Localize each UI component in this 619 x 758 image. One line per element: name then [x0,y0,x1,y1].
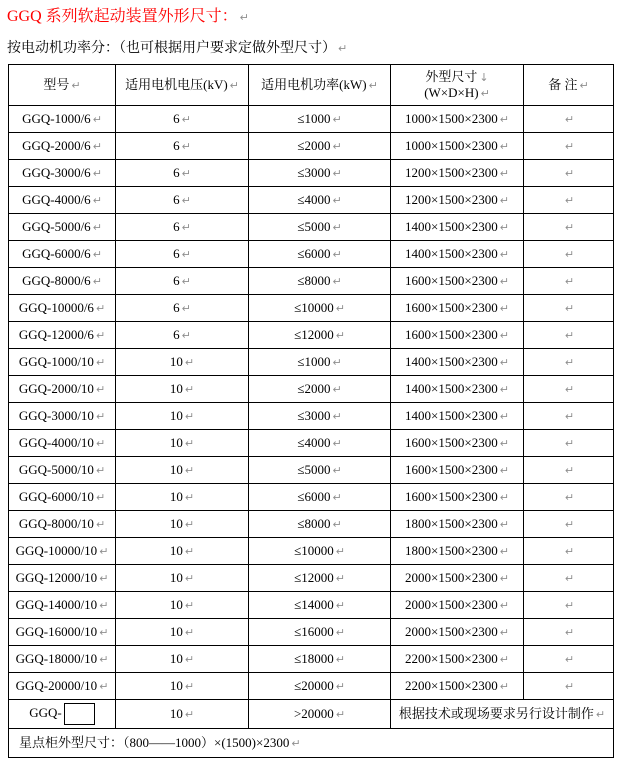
pilcrow-mark: ↵ [564,301,575,315]
pilcrow-mark: ↵ [92,247,102,261]
table-body [9,106,614,700]
dimensions-cell: 1600×1500×2300 ↵ [391,268,524,295]
pilcrow-mark: ↵ [99,544,109,558]
pilcrow-mark: ↵ [499,112,509,126]
power-cell: ≤12000 ↵ [249,322,391,349]
table-row [9,376,614,403]
voltage-cell: 10 ↵ [116,700,249,729]
pilcrow-mark: ↵ [332,355,342,369]
pilcrow-mark: ↵ [95,436,106,450]
table-row [9,160,614,187]
pilcrow-mark: ↵ [332,166,342,180]
page-subtitle-text: 按电动机功率分：（也可根据用户要求定做外型尺寸） [7,41,336,56]
pilcrow-mark: ↵ [95,382,106,396]
remark-cell [524,241,614,268]
remark-cell [524,457,614,484]
pilcrow-mark: ↵ [335,625,345,639]
table-row [9,322,614,349]
voltage-cell: 10 ↵ [116,511,249,538]
table-row [9,619,614,646]
dimensions-cell: 1600×1500×2300 ↵ [391,457,524,484]
dimensions-cell: 2000×1500×2300 ↵ [391,565,524,592]
pilcrow-mark: ↵ [579,78,589,92]
pilcrow-mark: ↵ [564,139,575,153]
power-cell: ≤10000 ↵ [249,538,391,565]
pilcrow-mark: ↵ [564,355,575,369]
pilcrow-mark: ↵ [499,544,509,558]
voltage-cell: 10 ↵ [116,538,249,565]
table-row-star-point-note [9,729,614,758]
pilcrow-mark: ↵ [499,571,509,585]
table-row [9,430,614,457]
pilcrow-mark: ↵ [564,112,575,126]
voltage-cell: 10 ↵ [116,349,249,376]
dimensions-cell: 1600×1500×2300 ↵ [391,430,524,457]
pilcrow-mark: ↵ [499,679,509,693]
pilcrow-mark: ↵ [499,652,509,666]
dimensions-cell: 1200×1500×2300 ↵ [391,160,524,187]
header-dimensions: 外型尺寸 ↓ (W×D×H) ↵ [391,65,524,106]
pilcrow-mark: ↵ [332,382,342,396]
pilcrow-mark: ↵ [564,544,575,558]
pilcrow-mark: ↵ [368,78,378,92]
pilcrow-mark: ↵ [184,598,195,612]
remark-cell [524,349,614,376]
table-row [9,673,614,700]
voltage-cell: 6 ↵ [116,160,249,187]
pilcrow-mark: ↵ [564,247,575,261]
power-cell: ≤3000 ↵ [249,160,391,187]
model-cell: GGQ-1000/10 ↵ [9,349,116,376]
pilcrow-mark: ↵ [181,220,191,234]
table-row [9,214,614,241]
pilcrow-mark: ↵ [564,598,575,612]
pilcrow-mark: ↵ [181,274,191,288]
pilcrow-mark: ↵ [92,112,102,126]
pilcrow-mark: ↵ [499,274,509,288]
pilcrow-mark: ↵ [564,220,575,234]
dimensions-cell: 1400×1500×2300 ↵ [391,403,524,430]
pilcrow-mark: ↵ [499,301,509,315]
pilcrow-mark: ↵ [335,571,345,585]
pilcrow-mark: ↵ [499,490,509,504]
power-cell: ≤6000 ↵ [249,484,391,511]
table-row [9,187,614,214]
pilcrow-mark: ↵ [332,139,342,153]
pilcrow-mark: ↵ [564,571,575,585]
pilcrow-mark: ↵ [499,220,509,234]
pilcrow-mark: ↵ [184,679,195,693]
pilcrow-mark: ↵ [564,274,575,288]
remark-cell [524,214,614,241]
power-cell: ≤18000 ↵ [249,646,391,673]
dimensions-cell: 1400×1500×2300 ↵ [391,214,524,241]
remark-cell [524,430,614,457]
pilcrow-mark: ↵ [564,436,575,450]
pilcrow-mark: ↵ [95,301,106,315]
dimensions-cell: 2200×1500×2300 ↵ [391,646,524,673]
dimensions-cell: 1600×1500×2300 ↵ [391,295,524,322]
pilcrow-mark: ↵ [181,193,191,207]
header-row [9,65,614,106]
pilcrow-mark: ↵ [99,652,109,666]
pilcrow-mark: ↵ [335,652,345,666]
star-point-dimensions-cell: 星点柜外型尺寸：（800——1000）×(1500)×2300 ↵ [9,729,614,758]
pilcrow-mark: ↵ [499,436,509,450]
dimensions-cell: 1600×1500×2300 ↵ [391,322,524,349]
model-cell: GGQ-8000/6 ↵ [9,268,116,295]
remark-cell [524,133,614,160]
table-row-custom-model [9,700,614,729]
remark-cell [524,268,614,295]
pilcrow-mark: ↵ [564,679,575,693]
pilcrow-mark: ↵ [184,652,195,666]
table-row [9,565,614,592]
remark-cell [524,538,614,565]
power-cell: ≤12000 ↵ [249,565,391,592]
pilcrow-mark: ↵ [564,517,575,531]
remark-cell [524,511,614,538]
pilcrow-mark: ↵ [335,679,345,693]
pilcrow-mark: ↵ [95,409,106,423]
model-cell: GGQ-16000/10 ↵ [9,619,116,646]
pilcrow-mark: ↵ [332,436,342,450]
pilcrow-mark: ↵ [181,112,191,126]
remark-cell [524,106,614,133]
pilcrow-mark: ↵ [338,42,348,55]
model-cell: GGQ-10000/6 ↵ [9,295,116,322]
pilcrow-mark: ↵ [564,382,575,396]
pilcrow-mark: ↵ [95,355,106,369]
custom-design-note-cell: 根据技术或现场要求另行设计制作 ↵ [391,700,614,729]
pilcrow-mark: ↵ [181,328,191,342]
table-header [9,65,614,106]
voltage-cell: 6 ↵ [116,268,249,295]
table-row [9,349,614,376]
model-cell: GGQ-3000/10 ↵ [9,403,116,430]
voltage-cell: 10 ↵ [116,646,249,673]
voltage-cell: 10 ↵ [116,592,249,619]
model-cell: GGQ-8000/10 ↵ [9,511,116,538]
dimensions-cell: 1800×1500×2300 ↵ [391,511,524,538]
pilcrow-mark: ↵ [332,409,342,423]
table-row [9,403,614,430]
voltage-cell: 6 ↵ [116,187,249,214]
power-cell: ≤1000 ↵ [249,106,391,133]
header-voltage: 适用电机电压(kV) ↵ [116,65,249,106]
model-cell: GGQ-2000/6 ↵ [9,133,116,160]
table-row [9,133,614,160]
power-cell: ≤8000 ↵ [249,511,391,538]
pilcrow-mark: ↵ [291,736,301,750]
pilcrow-mark: ↵ [564,490,575,504]
voltage-cell: 6 ↵ [116,106,249,133]
pilcrow-mark: ↵ [184,625,195,639]
power-cell: ≤14000 ↵ [249,592,391,619]
page-title-text: GGQ 系列软起动装置外形尺寸： [7,8,238,25]
pilcrow-mark: ↵ [335,328,345,342]
pilcrow-mark: ↵ [184,382,195,396]
pilcrow-mark: ↵ [181,166,191,180]
voltage-cell: 6 ↵ [116,322,249,349]
page-title [7,3,619,26]
pilcrow-mark: ↵ [95,490,106,504]
dimensions-cell: 2200×1500×2300 ↵ [391,673,524,700]
remark-cell [524,565,614,592]
remark-cell [524,646,614,673]
pilcrow-mark: ↵ [229,78,239,92]
pilcrow-mark: ↵ [499,625,509,639]
pilcrow-mark: ↵ [564,328,575,342]
pilcrow-mark: ↵ [332,517,342,531]
pilcrow-mark: ↵ [184,517,195,531]
dimensions-cell: 1000×1500×2300 ↵ [391,106,524,133]
power-cell: ≤4000 ↵ [249,430,391,457]
model-cell: GGQ-12000/6 ↵ [9,322,116,349]
pilcrow-mark: ↵ [499,139,509,153]
model-cell: GGQ-10000/10 ↵ [9,538,116,565]
pilcrow-mark: ↵ [335,301,345,315]
voltage-cell: 6 ↵ [116,295,249,322]
pilcrow-mark: ↵ [332,220,342,234]
power-cell: ≤1000 ↵ [249,349,391,376]
dimensions-cell: 1600×1500×2300 ↵ [391,484,524,511]
pilcrow-mark: ↵ [181,247,191,261]
pilcrow-mark: ↵ [332,490,342,504]
pilcrow-mark: ↵ [181,301,191,315]
pilcrow-mark: ↵ [95,463,106,477]
pilcrow-mark: ↵ [564,166,575,180]
pilcrow-mark: ↵ [184,463,195,477]
page-subtitle [7,37,619,57]
pilcrow-mark: ↵ [332,274,342,288]
pilcrow-mark: ↵ [335,598,345,612]
dimensions-cell: 1400×1500×2300 ↵ [391,376,524,403]
power-cell: ≤20000 ↵ [249,673,391,700]
model-cell: GGQ-12000/10 ↵ [9,565,116,592]
voltage-cell: 10 ↵ [116,457,249,484]
pilcrow-mark: ↵ [499,409,509,423]
remark-cell [524,619,614,646]
pilcrow-mark: ↵ [335,707,346,721]
voltage-cell: 10 ↵ [116,565,249,592]
pilcrow-mark: ↵ [92,193,102,207]
table-row [9,268,614,295]
table-row [9,457,614,484]
pilcrow-mark: ↵ [92,139,102,153]
table-row [9,646,614,673]
power-cell: ≤6000 ↵ [249,241,391,268]
pilcrow-mark: ↵ [184,409,195,423]
pilcrow-mark: ↵ [99,679,109,693]
model-cell: GGQ-3000/6 ↵ [9,160,116,187]
pilcrow-mark: ↵ [184,707,195,721]
dimensions-cell: 1000×1500×2300 ↵ [391,133,524,160]
pilcrow-mark: ↵ [499,166,509,180]
voltage-cell: 10 ↵ [116,484,249,511]
model-cell: GGQ-18000/10 ↵ [9,646,116,673]
pilcrow-mark: ↵ [92,220,102,234]
pilcrow-mark: ↵ [184,436,195,450]
pilcrow-mark: ↵ [564,652,575,666]
table-row [9,538,614,565]
table-row [9,484,614,511]
pilcrow-mark: ↵ [92,166,102,180]
power-cell: ≤3000 ↵ [249,403,391,430]
pilcrow-mark: ↵ [499,382,509,396]
pilcrow-mark: ↵ [184,544,195,558]
power-cell: ≤5000 ↵ [249,214,391,241]
voltage-cell: 10 ↵ [116,619,249,646]
pilcrow-mark: ↵ [499,463,509,477]
table-row [9,106,614,133]
pilcrow-mark: ↵ [95,328,106,342]
voltage-cell: 6 ↵ [116,241,249,268]
model-cell: GGQ-4000/10 ↵ [9,430,116,457]
table-row [9,241,614,268]
pilcrow-mark: ↵ [99,598,109,612]
table-row [9,295,614,322]
pilcrow-mark: ↵ [499,193,509,207]
remark-cell [524,187,614,214]
remark-cell [524,322,614,349]
voltage-cell: 6 ↵ [116,214,249,241]
voltage-cell: 10 ↵ [116,430,249,457]
model-placeholder-box [64,703,95,725]
model-cell: GGQ- [9,700,116,729]
pilcrow-mark: ↵ [332,463,342,477]
model-cell: GGQ-6000/10 ↵ [9,484,116,511]
pilcrow-mark: ↵ [499,517,509,531]
pilcrow-mark: ↵ [499,247,509,261]
voltage-cell: 6 ↵ [116,133,249,160]
pilcrow-mark: ↵ [480,87,490,100]
power-cell: ≤4000 ↵ [249,187,391,214]
pilcrow-mark: ↵ [99,571,109,585]
voltage-cell: 10 ↵ [116,376,249,403]
pilcrow-mark: ↵ [184,571,195,585]
remark-cell [524,295,614,322]
model-cell: GGQ-4000/6 ↵ [9,187,116,214]
model-cell: GGQ-6000/6 ↵ [9,241,116,268]
power-cell: ≤2000 ↵ [249,376,391,403]
spec-table [8,64,614,758]
header-power: 适用电机功率(kW) ↵ [249,65,391,106]
remark-cell [524,160,614,187]
pilcrow-mark: ↵ [99,625,109,639]
pilcrow-mark: ↵ [564,463,575,477]
pilcrow-mark: ↵ [71,78,81,92]
model-cell: GGQ-14000/10 ↵ [9,592,116,619]
pilcrow-mark: ↵ [335,544,345,558]
pilcrow-mark: ↵ [95,517,106,531]
dimensions-cell: 2000×1500×2300 ↵ [391,592,524,619]
pilcrow-mark: ↵ [184,355,195,369]
pilcrow-mark: ↵ [564,409,575,423]
power-cell: ≤5000 ↵ [249,457,391,484]
pilcrow-mark: ↵ [595,707,606,721]
dimensions-cell: 1400×1500×2300 ↵ [391,349,524,376]
dimensions-cell: 1200×1500×2300 ↵ [391,187,524,214]
power-cell: ≤16000 ↵ [249,619,391,646]
voltage-cell: 10 ↵ [116,403,249,430]
model-cell: GGQ-1000/6 ↵ [9,106,116,133]
pilcrow-mark: ↵ [499,355,509,369]
power-cell: ≤10000 ↵ [249,295,391,322]
power-cell: >20000 ↵ [249,700,391,729]
pilcrow-mark: ↵ [239,11,249,24]
pilcrow-mark: ↵ [499,328,509,342]
header-remark: 备 注 ↵ [524,65,614,106]
pilcrow-mark: ↵ [92,274,102,288]
model-cell: GGQ-5000/10 ↵ [9,457,116,484]
pilcrow-mark: ↵ [332,193,342,207]
table-row [9,592,614,619]
remark-cell [524,673,614,700]
remark-cell [524,403,614,430]
dimensions-cell: 1400×1500×2300 ↵ [391,241,524,268]
linebreak-mark: ↓ [479,70,489,84]
model-cell: GGQ-5000/6 ↵ [9,214,116,241]
pilcrow-mark: ↵ [332,247,342,261]
table-footer-rows [9,700,614,758]
remark-cell [524,376,614,403]
power-cell: ≤8000 ↵ [249,268,391,295]
model-cell: GGQ-2000/10 ↵ [9,376,116,403]
pilcrow-mark: ↵ [564,625,575,639]
pilcrow-mark: ↵ [181,139,191,153]
model-cell: GGQ-20000/10 ↵ [9,673,116,700]
pilcrow-mark: ↵ [564,193,575,207]
pilcrow-mark: ↵ [184,490,195,504]
voltage-cell: 10 ↵ [116,673,249,700]
pilcrow-mark: ↵ [332,112,342,126]
remark-cell [524,484,614,511]
power-cell: ≤2000 ↵ [249,133,391,160]
dimensions-cell: 2000×1500×2300 ↵ [391,619,524,646]
remark-cell [524,592,614,619]
header-model: 型号 ↵ [9,65,116,106]
pilcrow-mark: ↵ [499,598,509,612]
table-row [9,511,614,538]
dimensions-cell: 1800×1500×2300 ↵ [391,538,524,565]
